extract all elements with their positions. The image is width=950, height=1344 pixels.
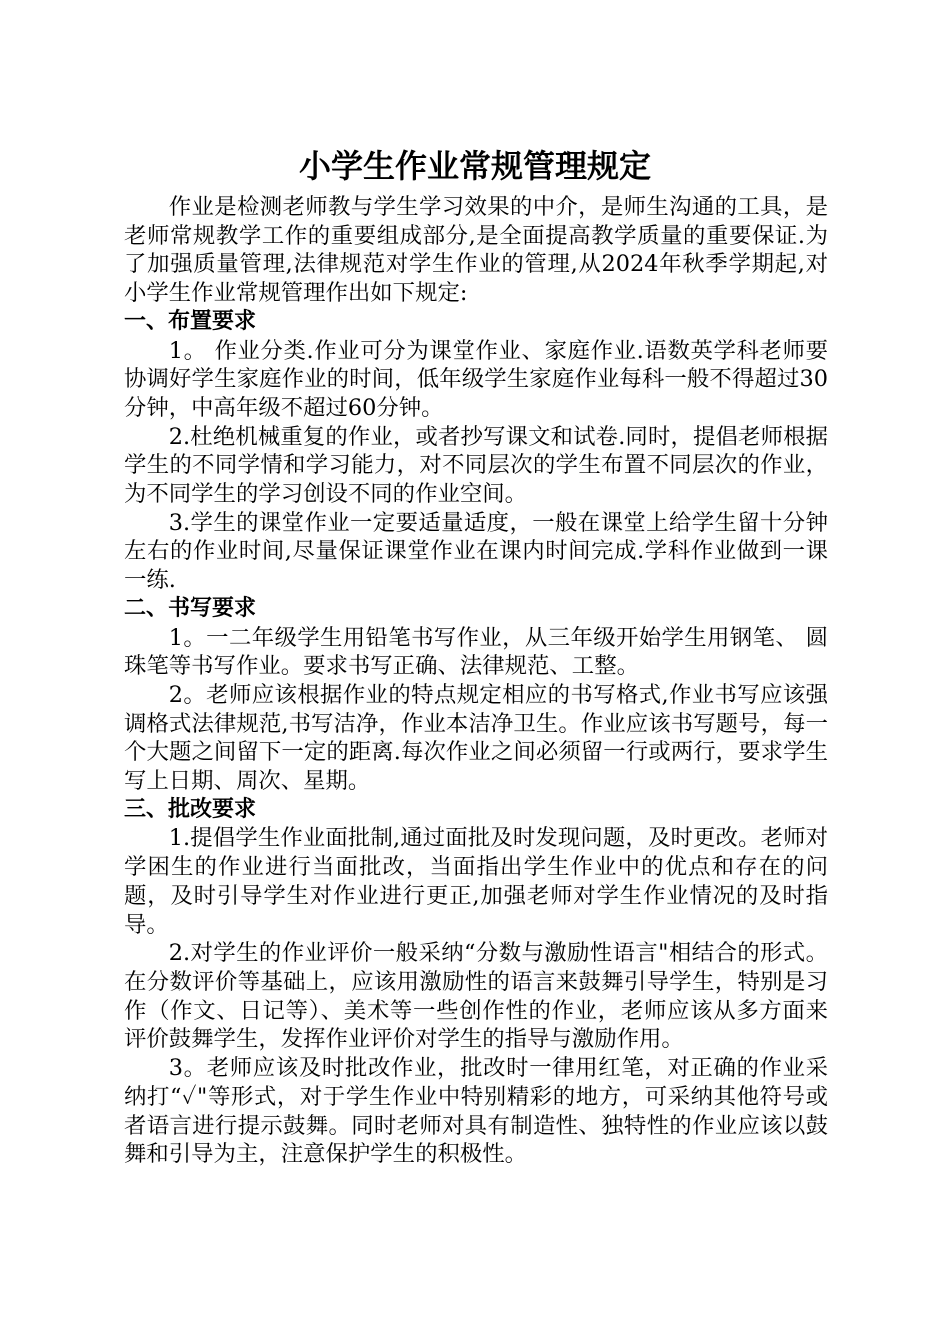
paragraph: 1。一二年级学生用铅笔书写作业，从三年级开始学生用钢笔、 圆珠笔等书写作业。要求书写正确、法律规范、工整。 [124, 624, 828, 680]
paragraph: 1。 作业分类.作业可分为课堂作业、家庭作业.语数英学科老师要协调好学生家庭作业的时间，低年级学生家庭作业每科一般不得超过30分钟，中高年级不超过60分钟。 [124, 337, 828, 421]
document-title: 小学生作业常规管理规定 [298, 147, 651, 185]
paragraph: 3。老师应该及时批改作业，批改时一律用红笔，对正确的作业采纳打“✓"等形式，对于学生作业中特别精彩的地方，可采纳其他符号或者语言进行提示鼓舞。同时老师对具有制造性、独特性的作业应该以鼓舞和引导为主，注意保护学生的积极性。 [124, 1055, 828, 1168]
section-heading-grading: 三、批改要求 [124, 796, 257, 822]
paragraph: 1.提倡学生作业面批制,通过面批及时发现问题，及时更改。老师对学困生的作业进行当面批改，当面指出学生作业中的优点和存在的问题，及时引导学生对作业进行更正,加强老师对学生作业情况的及时指导。 [124, 825, 828, 938]
paragraph: 2.对学生的作业评价一般采纳“分数与激励性语言"相结合的形式。在分数评价等基础上，应该用激励性的语言来鼓舞引导学生，特别是习作（作文、日记等）、美术等一些创作性的作业，老师应该从多方面来评价鼓舞学生，发挥作业评价对学生的指导与激励作用。 [124, 940, 828, 1053]
paragraph: 3.学生的课堂作业一定要适量适度，一般在课堂上给学生留十分钟左右的作业时间,尽量保证课堂作业在课内时间完成.学科作业做到一课一练. [124, 509, 828, 594]
intro-paragraph: 作业是检测老师教与学生学习效果的中介，是师生沟通的工具，是老师常规教学工作的重要组成部分,是全面提高教学质量的重要保证.为了加强质量管理,法律规范对学生作业的管理,从2024年秋季学期起,对小学生作业常规管理作出如下规定: [124, 194, 828, 307]
paragraph: 2.杜绝机械重复的作业，或者抄写课文和试卷.同时，提倡老师根据学生的不同学情和学习能力，对不同层次的学生布置不同层次的作业，为不同学生的学习创设不同的作业空间。 [124, 423, 828, 508]
section-heading-writing: 二、书写要求 [124, 595, 257, 621]
paragraph: 2。老师应该根据作业的特点规定相应的书写格式,作业书写应该强调格式法律规范,书写洁净，作业本洁净卫生。作业应该书写题号，每一个大题之间留下一定的距离.每次作业之间必须留一行或两行，要求学生写上日期、周次、星期。 [124, 681, 828, 795]
section-heading-assignment: 一、布置要求 [124, 308, 257, 334]
document-body [124, 193, 828, 1169]
